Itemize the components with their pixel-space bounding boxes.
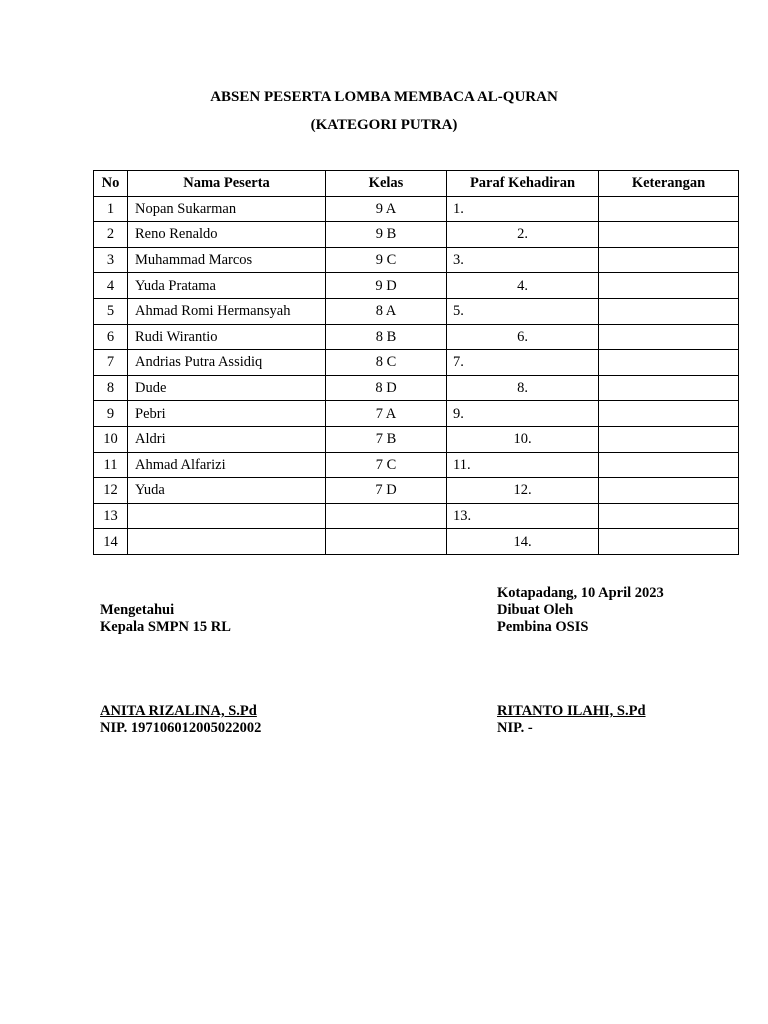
row-no: 7	[94, 350, 128, 376]
header-nama-peserta: Nama Peserta	[128, 171, 326, 197]
row-paraf-kehadiran: 12.	[447, 478, 599, 504]
document-subtitle: (KATEGORI PUTRA)	[310, 117, 458, 133]
row-keterangan	[599, 452, 739, 478]
row-kelas: 9 D	[326, 273, 447, 299]
row-keterangan	[599, 196, 739, 222]
right-sign-line1: Dibuat Oleh	[497, 602, 574, 618]
row-nama-peserta: Nopan Sukarman	[128, 196, 326, 222]
row-nama-peserta: Yuda	[128, 478, 326, 504]
row-kelas: 7 D	[326, 478, 447, 504]
row-nama-peserta: Yuda Pratama	[128, 273, 326, 299]
row-paraf-kehadiran: 1.	[447, 196, 599, 222]
table-row	[94, 478, 739, 504]
row-paraf-kehadiran: 10.	[447, 426, 599, 452]
row-no: 13	[94, 503, 128, 529]
row-keterangan	[599, 426, 739, 452]
row-nama-peserta: Ahmad Alfarizi	[128, 452, 326, 478]
row-keterangan	[599, 324, 739, 350]
table-row	[94, 375, 739, 401]
row-no: 12	[94, 478, 128, 504]
row-paraf-kehadiran: 7.	[447, 350, 599, 376]
row-kelas: 7 B	[326, 426, 447, 452]
table-row	[94, 503, 739, 529]
row-no: 1	[94, 196, 128, 222]
attendance-table	[93, 170, 739, 555]
row-paraf-kehadiran: 2.	[447, 222, 599, 248]
left-sign-line2: Kepala SMPN 15 RL	[100, 619, 231, 635]
table-header-row	[94, 171, 739, 197]
row-paraf-kehadiran: 4.	[447, 273, 599, 299]
row-kelas: 9 A	[326, 196, 447, 222]
left-signatory-name: ANITA RIZALINA, S.Pd	[100, 703, 257, 719]
right-signatory-name: RITANTO ILAHI, S.Pd	[497, 703, 646, 719]
header-kelas: Kelas	[326, 171, 447, 197]
row-no: 9	[94, 401, 128, 427]
row-nama-peserta	[128, 503, 326, 529]
place-date: Kotapadang, 10 April 2023	[497, 585, 664, 601]
document-title: ABSEN PESERTA LOMBA MEMBACA AL-QURAN	[210, 89, 558, 105]
row-paraf-kehadiran: 8.	[447, 375, 599, 401]
row-keterangan	[599, 350, 739, 376]
row-kelas: 8 B	[326, 324, 447, 350]
row-keterangan	[599, 273, 739, 299]
row-paraf-kehadiran: 6.	[447, 324, 599, 350]
row-kelas: 9 C	[326, 247, 447, 273]
row-keterangan	[599, 298, 739, 324]
row-keterangan	[599, 503, 739, 529]
table-row	[94, 452, 739, 478]
left-signatory-nip: NIP. 197106012005022002	[100, 720, 262, 736]
table-row	[94, 273, 739, 299]
row-no: 4	[94, 273, 128, 299]
row-nama-peserta: Ahmad Romi Hermansyah	[128, 298, 326, 324]
row-kelas	[326, 503, 447, 529]
row-paraf-kehadiran: 13.	[447, 503, 599, 529]
row-nama-peserta: Pebri	[128, 401, 326, 427]
table-row	[94, 247, 739, 273]
left-sign-line1: Mengetahui	[100, 602, 175, 618]
row-nama-peserta: Reno Renaldo	[128, 222, 326, 248]
row-paraf-kehadiran: 5.	[447, 298, 599, 324]
row-no: 6	[94, 324, 128, 350]
row-no: 14	[94, 529, 128, 555]
row-nama-peserta: Dude	[128, 375, 326, 401]
row-nama-peserta: Rudi Wirantio	[128, 324, 326, 350]
right-sign-line2: Pembina OSIS	[497, 619, 589, 635]
row-kelas: 8 A	[326, 298, 447, 324]
table-row	[94, 298, 739, 324]
header-keterangan: Keterangan	[599, 171, 739, 197]
row-no: 3	[94, 247, 128, 273]
row-kelas	[326, 529, 447, 555]
row-keterangan	[599, 375, 739, 401]
table-body	[94, 196, 739, 554]
row-no: 5	[94, 298, 128, 324]
table-row	[94, 426, 739, 452]
table-row	[94, 529, 739, 555]
row-keterangan	[599, 529, 739, 555]
row-kelas: 7 A	[326, 401, 447, 427]
row-paraf-kehadiran: 11.	[447, 452, 599, 478]
row-nama-peserta: Muhammad Marcos	[128, 247, 326, 273]
row-nama-peserta: Andrias Putra Assidiq	[128, 350, 326, 376]
table-row	[94, 222, 739, 248]
table-row	[94, 350, 739, 376]
row-nama-peserta	[128, 529, 326, 555]
row-kelas: 8 C	[326, 350, 447, 376]
table-row	[94, 324, 739, 350]
row-kelas: 9 B	[326, 222, 447, 248]
row-no: 11	[94, 452, 128, 478]
row-keterangan	[599, 222, 739, 248]
row-no: 10	[94, 426, 128, 452]
row-keterangan	[599, 401, 739, 427]
row-no: 2	[94, 222, 128, 248]
row-nama-peserta: Aldri	[128, 426, 326, 452]
row-keterangan	[599, 247, 739, 273]
right-signatory-nip: NIP. -	[497, 720, 533, 736]
row-no: 8	[94, 375, 128, 401]
table-row	[94, 401, 739, 427]
row-keterangan	[599, 478, 739, 504]
row-paraf-kehadiran: 3.	[447, 247, 599, 273]
header-paraf-kehadiran: Paraf Kehadiran	[447, 171, 599, 197]
header-no: No	[94, 171, 128, 197]
table-row	[94, 196, 739, 222]
row-kelas: 8 D	[326, 375, 447, 401]
row-paraf-kehadiran: 9.	[447, 401, 599, 427]
row-paraf-kehadiran: 14.	[447, 529, 599, 555]
row-kelas: 7 C	[326, 452, 447, 478]
